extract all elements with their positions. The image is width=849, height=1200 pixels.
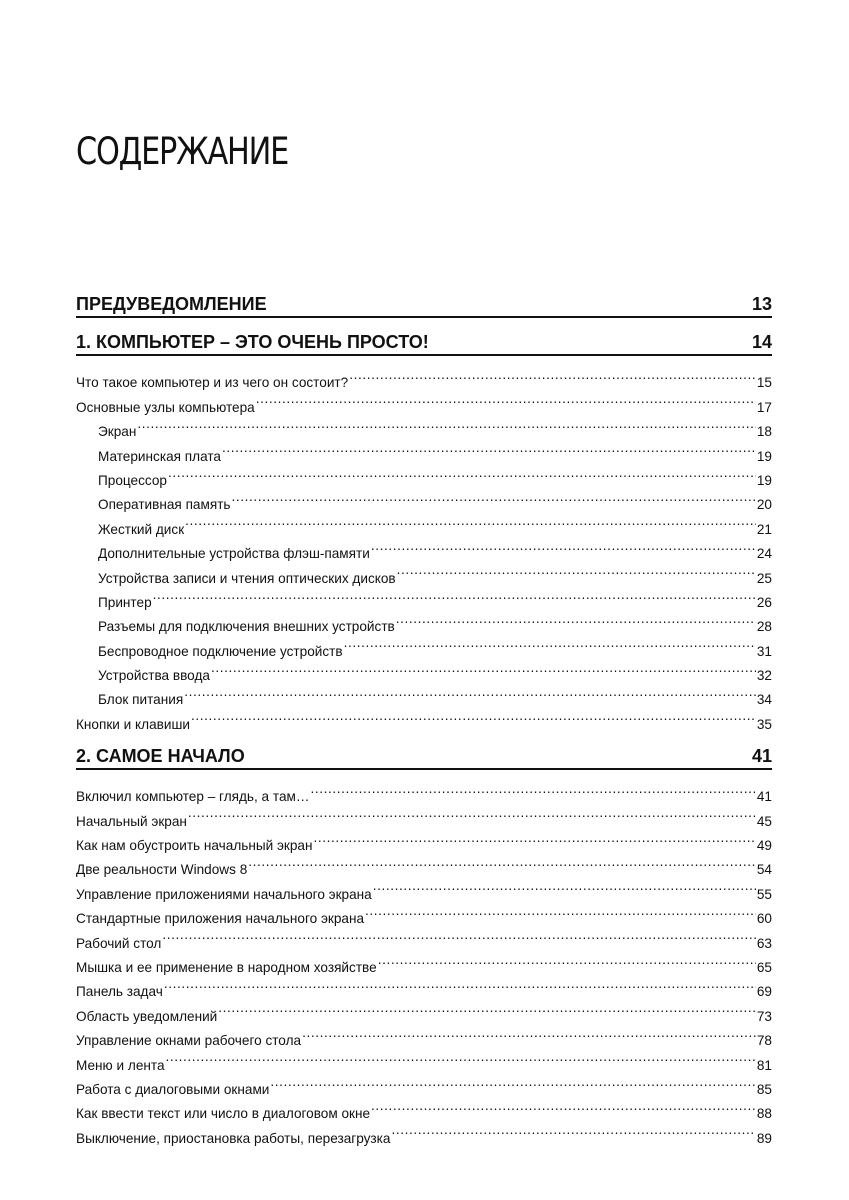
entry-page: 81 [756,1057,772,1073]
entry-page: 85 [756,1081,772,1097]
entry-title: Что такое компьютер и из чего он состоит? [76,375,349,391]
dot-leader [188,801,756,825]
entry-page: 54 [756,862,772,878]
entry-title: Блок питания [98,692,184,708]
chapter-1-entries [76,363,772,732]
entry-title: Беспроводное подключение устройств [98,643,343,659]
entry-page: 26 [756,594,772,610]
entry-title: Начальный экран [76,813,187,829]
entry-page: 17 [756,399,772,415]
dot-leader [314,826,756,850]
page-title: СОДЕРЖАНИЕ [76,130,289,173]
entry-title: Стандартные приложения начального экрана [76,911,365,927]
dot-leader [166,1045,756,1069]
entry-page: 18 [756,424,772,440]
chapter-2-entries [76,777,772,1146]
toc-entry[interactable] [76,948,772,975]
entry-title: Как ввести текст или число в диалоговом окне [76,1106,371,1122]
entry-page: 45 [756,813,772,829]
dot-leader [371,534,756,558]
entry-title: Панель задач [76,984,163,1000]
toc-preface[interactable] [76,287,772,318]
dot-leader [137,412,756,436]
entry-page: 63 [756,935,772,951]
entry-page: 78 [756,1033,772,1049]
toc-chapter-1[interactable] [76,325,772,356]
entry-title: Включил компьютер – глядь, а там… [76,789,310,805]
toc-subentry[interactable] [76,461,772,488]
toc-entry[interactable] [76,1070,772,1097]
chapter-title: ПРЕДУВЕДОМЛЕНИЕ [76,294,267,314]
entry-title: Управление приложениями начального экрана [76,886,372,902]
toc-subentry[interactable] [76,436,772,464]
toc-entry[interactable] [76,923,772,951]
entry-page: 49 [756,838,772,854]
entry-title: Принтер [98,594,152,610]
dot-leader [349,363,756,387]
toc-subentry[interactable] [76,583,772,610]
chapter-title: 1. КОМПЬЮТЕР – ЭТО ОЧЕНЬ ПРОСТО! [76,332,429,352]
entry-page: 88 [756,1106,772,1122]
entry-title: Управление окнами рабочего стола [76,1033,302,1049]
entry-title: Материнская плата [98,448,221,464]
dot-leader [164,972,756,996]
entry-page: 41 [756,789,772,805]
dot-leader [191,704,756,728]
chapter-page: 14 [751,332,772,352]
entry-title: Процессор [98,472,167,488]
dot-leader [153,583,756,607]
chapter-title: 2. САМОЕ НАЧАЛО [76,745,245,766]
dot-leader [162,923,756,947]
entry-title: Как нам обустроить начальный экран [76,838,313,854]
dot-leader [302,1021,756,1045]
entry-title: Основные узлы компьютера [76,399,255,415]
dot-leader [344,631,756,655]
entry-page: 32 [756,668,772,684]
entry-page: 89 [756,1130,772,1146]
dot-leader [391,1118,755,1142]
dot-leader [168,461,756,485]
dot-leader [270,1070,755,1094]
dot-leader [184,680,756,704]
dot-leader [222,436,756,460]
table-of-contents [76,287,772,1153]
entry-title: Рабочий стол [76,935,162,951]
entry-title: Устройства ввода [98,668,210,684]
dot-leader [365,899,756,923]
entry-title: Мышка и ее применение в народном хозяйстве [76,959,377,975]
toc-subentry[interactable] [76,607,772,635]
entry-page: 15 [756,375,772,391]
entry-page: 65 [756,959,772,975]
entry-title: Оперативная память [98,497,231,513]
dot-leader [256,387,756,411]
dot-leader [396,607,756,631]
entry-title: Экран [98,424,137,440]
entry-page: 35 [756,716,772,732]
toc-chapter-2[interactable] [76,739,772,770]
entry-page: 60 [756,911,772,927]
entry-title: Выключение, приостановка работы, перезагрузка [76,1130,391,1146]
entry-title: Устройства записи и чтения оптических дисков [98,570,396,586]
toc-entry[interactable] [76,972,772,1000]
dot-leader [211,656,756,680]
toc-subentry[interactable] [76,485,772,513]
entry-title: Работа с диалоговыми окнами [76,1081,270,1097]
entry-page: 19 [756,472,772,488]
entry-page: 55 [756,886,772,902]
entry-page: 31 [756,643,772,659]
entry-title: Область уведомлений [76,1008,218,1024]
entry-page: 25 [756,570,772,586]
entry-page: 28 [756,619,772,635]
entry-page: 20 [756,497,772,513]
entry-title: Две реальности Windows 8 [76,862,248,878]
dot-leader [373,874,756,898]
dot-leader [218,996,756,1020]
entry-title: Дополнительные устройства флэш-памяти [98,546,370,562]
toc-entry[interactable] [76,777,772,805]
dot-leader [397,558,756,582]
entry-page: 34 [756,692,772,708]
toc-entry[interactable] [76,1045,772,1073]
entry-page: 69 [756,984,772,1000]
dot-leader [378,948,756,972]
entry-page: 73 [756,1008,772,1024]
entry-page: 21 [756,521,772,537]
entry-title: Меню и лента [76,1057,165,1073]
toc-subentry[interactable] [76,412,772,440]
entry-page: 24 [756,546,772,562]
entry-title: Разъемы для подключения внешних устройств [98,619,395,635]
entry-page: 19 [756,448,772,464]
dot-leader [185,509,756,533]
chapter-page: 13 [751,294,772,314]
dot-leader [248,850,756,874]
dot-leader [371,1094,756,1118]
dot-leader [232,485,756,509]
toc-entry[interactable] [76,363,772,391]
chapter-page: 41 [751,745,772,766]
entry-title: Кнопки и клавиши [76,716,190,732]
entry-title: Жесткий диск [98,521,185,537]
dot-leader [310,777,755,801]
toc-entry[interactable] [76,996,772,1024]
